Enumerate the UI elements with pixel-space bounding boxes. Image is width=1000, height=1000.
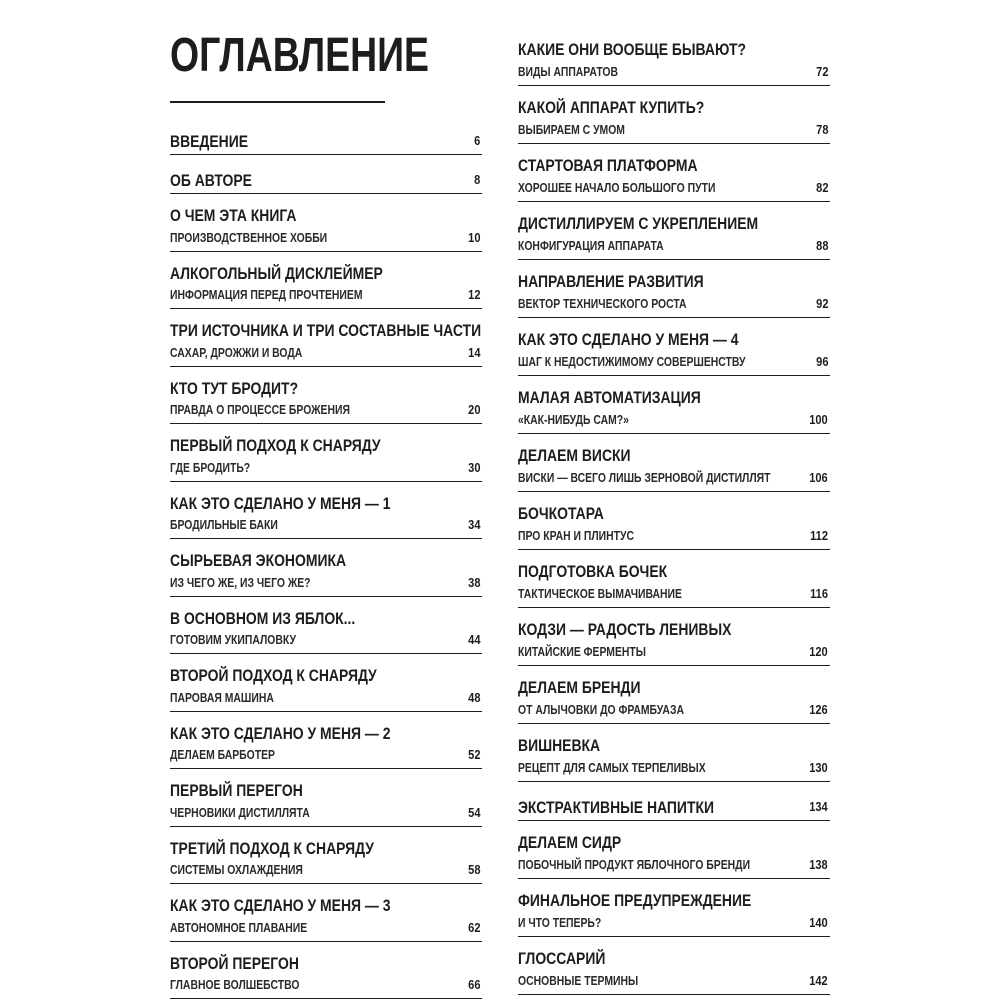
toc-entry[interactable] <box>518 724 830 782</box>
toc-entry-subtitle: ТАКТИЧЕСКОЕ ВЫМАЧИВАНИЕ <box>518 586 682 601</box>
toc-entry-page-number: 142 <box>809 973 828 988</box>
toc-entry-title: БОЧКОТАРА <box>518 504 604 523</box>
toc-entry-title: О ЧЕМ ЭТА КНИГА <box>170 206 297 225</box>
toc-entry-title: МАЛАЯ АВТОМАТИЗАЦИЯ <box>518 388 701 407</box>
toc-entry-subtitle: ШАГ К НЕДОСТИЖИМОМУ СОВЕРШЕНСТВУ <box>518 354 746 369</box>
toc-entry-page-number: 106 <box>809 470 828 485</box>
toc-entry-page-number: 120 <box>809 644 828 659</box>
toc-entry-title: ГЛОССАРИЙ <box>518 949 606 968</box>
toc-entry-subtitle: ЧЕРНОВИКИ ДИСТИЛЛЯТА <box>170 804 310 820</box>
toc-entry[interactable] <box>170 252 482 310</box>
toc-entry-title: НАПРАВЛЕНИЕ РАЗВИТИЯ <box>518 272 704 291</box>
toc-entry[interactable] <box>170 597 482 655</box>
toc-entry-subtitle: КИТАЙСКИЕ ФЕРМЕНТЫ <box>518 644 646 659</box>
toc-entry-title: ДЕЛАЕМ БРЕНДИ <box>518 678 641 697</box>
toc-entry-title: ДИСТИЛЛИРУЕМ С УКРЕПЛЕНИЕМ <box>518 214 759 233</box>
toc-entry[interactable] <box>170 116 482 155</box>
toc-entry-page-number: 58 <box>467 862 480 877</box>
toc-entry-page-number: 100 <box>809 412 828 427</box>
toc-entry-title: ВТОРОЙ ПЕРЕГОН <box>170 953 299 973</box>
toc-entry[interactable] <box>170 712 482 770</box>
toc-entry-title: ДЕЛАЕМ СИДР <box>518 833 622 852</box>
toc-entry-subtitle: ПОБОЧНЫЙ ПРОДУКТ ЯБЛОЧНОГО БРЕНДИ <box>518 857 751 872</box>
toc-entry-page-number: 134 <box>809 799 828 814</box>
toc-entry-page-number: 38 <box>467 574 480 590</box>
toc-entry[interactable] <box>170 884 482 942</box>
toc-entry-page-number: 62 <box>467 919 480 935</box>
toc-entry-title: В ОСНОВНОМ ИЗ ЯБЛОК... <box>170 608 356 628</box>
toc-entry-page-number: 52 <box>467 747 480 762</box>
toc-entry-subtitle: ПАРОВАЯ МАШИНА <box>170 689 274 705</box>
toc-entry-page-number: 44 <box>467 632 480 647</box>
toc-entry-page-number: 34 <box>467 517 480 532</box>
toc-entry[interactable] <box>518 666 830 724</box>
toc-entry-subtitle: ОСНОВНЫЕ ТЕРМИНЫ <box>518 973 639 988</box>
toc-entry-subtitle: ХОРОШЕЕ НАЧАЛО БОЛЬШОГО ПУТИ <box>518 180 716 195</box>
toc-entry-title: ПЕРВЫЙ ПЕРЕГОН <box>170 781 303 800</box>
toc-entry-subtitle: «КАК-НИБУДЬ САМ?» <box>518 412 629 427</box>
toc-entry-page-number: 72 <box>815 64 828 79</box>
toc-entry-title: КОДЗИ — РАДОСТЬ ЛЕНИВЫХ <box>518 620 732 639</box>
page-title: ОГЛАВЛЕНИЕ <box>170 29 429 82</box>
toc-entry[interactable] <box>518 144 830 202</box>
toc-entry[interactable] <box>170 155 482 194</box>
toc-entry-page-number: 92 <box>815 296 828 311</box>
toc-entry[interactable] <box>170 424 482 482</box>
toc-entry-page-number: 78 <box>815 122 828 137</box>
toc-entry-page-number: 82 <box>815 180 828 195</box>
toc-entry-page-number: 10 <box>467 229 480 245</box>
toc-entry-subtitle: ПРОИЗВОДСТВЕННОЕ ХОББИ <box>170 229 328 245</box>
toc-entry[interactable] <box>518 821 830 879</box>
toc-entry-page-number: 54 <box>467 804 480 820</box>
toc-entry-page-number: 8 <box>473 172 480 187</box>
toc-entry-title: ВТОРОЙ ПОДХОД К СНАРЯДУ <box>170 666 377 685</box>
toc-entry-subtitle: САХАР, ДРОЖЖИ И ВОДА <box>170 344 303 360</box>
toc-entry-title: КАКОЙ АППАРАТ КУПИТЬ? <box>518 98 705 117</box>
toc-entry-title: ВВЕДЕНИЕ <box>170 132 249 151</box>
toc-entry[interactable] <box>170 769 482 827</box>
toc-entry-subtitle: ГЛАВНОЕ ВОЛШЕБСТВО <box>170 977 300 992</box>
toc-entry-title: ОБ АВТОРЕ <box>170 171 252 190</box>
toc-entry[interactable] <box>170 194 482 252</box>
toc-entry-subtitle: ВИДЫ АППАРАТОВ <box>518 64 619 79</box>
toc-entry[interactable] <box>518 318 830 376</box>
toc-entry-subtitle: ДЕЛАЕМ БАРБОТЕР <box>170 747 275 762</box>
toc-entry-page-number: 126 <box>809 702 828 717</box>
toc-entry-page-number: 30 <box>467 459 480 475</box>
toc-entry[interactable] <box>518 782 830 821</box>
toc-entry-subtitle: СИСТЕМЫ ОХЛАЖДЕНИЯ <box>170 862 303 877</box>
toc-entry[interactable] <box>518 608 830 666</box>
toc-entry[interactable] <box>170 482 482 540</box>
toc-entry-subtitle: ОТ АЛЫЧОВКИ ДО ФРАМБУАЗА <box>518 702 684 717</box>
toc-entry[interactable] <box>518 937 830 995</box>
toc-entry-title: ТРЕТИЙ ПОДХОД К СНАРЯДУ <box>170 838 374 858</box>
toc-entry[interactable] <box>170 942 482 1000</box>
toc-entry-subtitle: АВТОНОМНОЕ ПЛАВАНИЕ <box>170 919 308 935</box>
toc-entry-subtitle: И ЧТО ТЕПЕРЬ? <box>518 915 602 930</box>
toc-entry-subtitle: РЕЦЕПТ ДЛЯ САМЫХ ТЕРПЕЛИВЫХ <box>518 760 706 775</box>
toc-entry[interactable] <box>170 654 482 712</box>
toc-entry-page-number: 138 <box>809 857 828 872</box>
toc-entry[interactable] <box>518 202 830 260</box>
toc-entry-page-number: 12 <box>467 287 480 302</box>
toc-entry[interactable] <box>518 376 830 434</box>
toc-entry[interactable] <box>170 309 482 367</box>
toc-entry-subtitle: ПРАВДА О ПРОЦЕССЕ БРОЖЕНИЯ <box>170 402 350 417</box>
toc-entry-title: КАК ЭТО СДЕЛАНО У МЕНЯ — 3 <box>170 896 391 915</box>
toc-entry-page-number: 20 <box>467 402 480 417</box>
toc-entry-title: АЛКОГОЛЬНЫЙ ДИСКЛЕЙМЕР <box>170 263 383 283</box>
toc-entry-page-number: 96 <box>815 354 828 369</box>
toc-entry[interactable] <box>518 260 830 318</box>
title-underline <box>170 101 385 103</box>
toc-entry-subtitle: БРОДИЛЬНЫЕ БАКИ <box>170 517 278 532</box>
toc-entry-page-number: 130 <box>809 760 828 775</box>
toc-entry[interactable] <box>170 827 482 885</box>
toc-entry[interactable] <box>518 879 830 937</box>
toc-entry-subtitle: ВИСКИ — ВСЕГО ЛИШЬ ЗЕРНОВОЙ ДИСТИЛЛЯТ <box>518 470 771 485</box>
toc-entry-title: КАК ЭТО СДЕЛАНО У МЕНЯ — 4 <box>518 330 739 349</box>
toc-entry-title: СЫРЬЕВАЯ ЭКОНОМИКА <box>170 551 347 570</box>
toc-entry-title: СТАРТОВАЯ ПЛАТФОРМА <box>518 156 698 175</box>
toc-entry-title: КТО ТУТ БРОДИТ? <box>170 378 299 398</box>
toc-entry[interactable] <box>170 539 482 597</box>
toc-entry-title: ЭКСТРАКТИВНЫЕ НАПИТКИ <box>518 798 714 817</box>
toc-entry-page-number: 48 <box>467 689 480 705</box>
toc-entry-subtitle: ВЫБИРАЕМ С УМОМ <box>518 122 625 137</box>
toc-entry-subtitle: ПРО КРАН И ПЛИНТУС <box>518 528 634 543</box>
toc-entry-title: ВИШНЕВКА <box>518 736 601 755</box>
toc-entry-title: КАК ЭТО СДЕЛАНО У МЕНЯ — 2 <box>170 723 391 743</box>
toc-entry-subtitle: ГОТОВИМ УКИПАЛОВКУ <box>170 632 296 647</box>
toc-entry-subtitle: ВЕКТОР ТЕХНИЧЕСКОГО РОСТА <box>518 296 687 311</box>
toc-column-left <box>170 116 482 999</box>
toc-entry-title: ДЕЛАЕМ ВИСКИ <box>518 446 631 465</box>
toc-entry-title: КАКИЕ ОНИ ВООБЩЕ БЫВАЮТ? <box>518 40 747 59</box>
toc-entry-subtitle: КОНФИГУРАЦИЯ АППАРАТА <box>518 238 664 253</box>
toc-entry-title: ПОДГОТОВКА БОЧЕК <box>518 562 668 581</box>
toc-entry-page-number: 140 <box>809 915 828 930</box>
toc-entry-subtitle: ИНФОРМАЦИЯ ПЕРЕД ПРОЧТЕНИЕМ <box>170 287 363 302</box>
toc-entry-page-number: 88 <box>815 238 828 253</box>
toc-entry[interactable] <box>518 28 830 86</box>
toc-entry[interactable] <box>518 550 830 608</box>
toc-entry-page-number: 14 <box>467 344 480 360</box>
toc-entry[interactable] <box>170 367 482 425</box>
toc-entry-page-number: 66 <box>467 977 480 992</box>
toc-entry-title: ПЕРВЫЙ ПОДХОД К СНАРЯДУ <box>170 436 381 455</box>
toc-entry-title: ТРИ ИСТОЧНИКА И ТРИ СОСТАВНЫЕ ЧАСТИ <box>170 321 482 340</box>
toc-column-right <box>518 28 830 995</box>
toc-entry-subtitle: ИЗ ЧЕГО ЖЕ, ИЗ ЧЕГО ЖЕ? <box>170 574 311 590</box>
toc-entry[interactable] <box>518 492 830 550</box>
toc-entry-page-number: 6 <box>473 133 480 148</box>
toc-entry-title: КАК ЭТО СДЕЛАНО У МЕНЯ — 1 <box>170 493 391 513</box>
toc-entry[interactable] <box>518 86 830 144</box>
toc-entry-subtitle: ГДЕ БРОДИТЬ? <box>170 459 251 475</box>
toc-entry-page-number: 112 <box>810 528 828 543</box>
toc-entry[interactable] <box>518 434 830 492</box>
toc-entry-title: ФИНАЛЬНОЕ ПРЕДУПРЕЖДЕНИЕ <box>518 891 752 910</box>
toc-entry-page-number: 116 <box>810 586 828 601</box>
